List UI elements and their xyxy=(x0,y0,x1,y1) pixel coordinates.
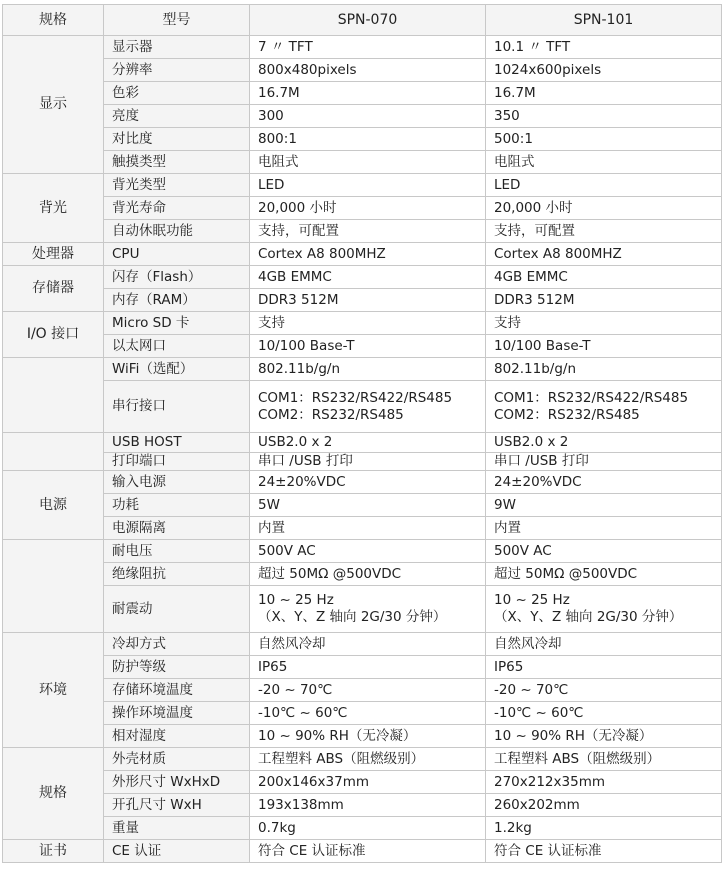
table-row xyxy=(3,266,722,289)
table-row xyxy=(3,586,722,633)
category-power: 电源 xyxy=(3,471,104,540)
value-spn-070: 193x138mm xyxy=(250,794,486,817)
param-label: 亮度 xyxy=(104,105,250,128)
category-spec: 规格 xyxy=(3,748,104,840)
value-spn-070 xyxy=(250,381,486,433)
header-row xyxy=(3,5,722,36)
param-label: CE 认证 xyxy=(104,840,250,863)
param-label: 外形尺寸 WxHxD xyxy=(104,771,250,794)
value-spn-101: 500V AC xyxy=(486,540,722,563)
value-spn-101: 1024x600pixels xyxy=(486,59,722,82)
value-spn-070: 0.7kg xyxy=(250,817,486,840)
value-spn-101: -20 ~ 70℃ xyxy=(486,679,722,702)
value-spn-101: 10 ~ 90% RH（无冷凝） xyxy=(486,725,722,748)
table-row xyxy=(3,494,722,517)
value-spn-070: 16.7M xyxy=(250,82,486,105)
param-label: 外壳材质 xyxy=(104,748,250,771)
param-label: 绝缘阻抗 xyxy=(104,563,250,586)
value-spn-101: Cortex A8 800MHZ xyxy=(486,243,722,266)
value-spn-101: USB2.0 x 2 xyxy=(486,433,722,453)
param-label: WiFi（选配） xyxy=(104,358,250,381)
value-spn-070: 超过 50MΩ @500VDC xyxy=(250,563,486,586)
value-spn-070: LED xyxy=(250,174,486,197)
value-line: 10 ~ 25 Hz xyxy=(494,592,570,608)
value-spn-101: 24±20%VDC xyxy=(486,471,722,494)
param-label: 串行接口 xyxy=(104,381,250,433)
param-label: 操作环境温度 xyxy=(104,702,250,725)
value-spn-070: 800:1 xyxy=(250,128,486,151)
value-spn-101: 20,000 小时 xyxy=(486,197,722,220)
value-spn-101: 10.1 〃 TFT xyxy=(486,36,722,59)
param-label: 功耗 xyxy=(104,494,250,517)
value-spn-070: 4GB EMMC xyxy=(250,266,486,289)
value-spn-101: 350 xyxy=(486,105,722,128)
value-spn-101: 1.2kg xyxy=(486,817,722,840)
table-row xyxy=(3,471,722,494)
param-label: 开孔尺寸 WxH xyxy=(104,794,250,817)
category-processor: 处理器 xyxy=(3,243,104,266)
value-spn-101: 16.7M xyxy=(486,82,722,105)
param-label: USB HOST xyxy=(104,433,250,453)
param-label: 色彩 xyxy=(104,82,250,105)
table-row xyxy=(3,128,722,151)
param-label: 分辨率 xyxy=(104,59,250,82)
table-row xyxy=(3,453,722,471)
param-label: CPU xyxy=(104,243,250,266)
table-row xyxy=(3,840,722,863)
table-row xyxy=(3,358,722,381)
value-spn-101: 9W xyxy=(486,494,722,517)
value-spn-070: Cortex A8 800MHZ xyxy=(250,243,486,266)
param-label: 耐电压 xyxy=(104,540,250,563)
param-label: 冷却方式 xyxy=(104,633,250,656)
table-row xyxy=(3,725,722,748)
table-row xyxy=(3,220,722,243)
table-row xyxy=(3,794,722,817)
category-blank xyxy=(3,540,104,633)
param-label: 以太网口 xyxy=(104,335,250,358)
category-environment: 环境 xyxy=(3,633,104,748)
value-spn-101 xyxy=(486,586,722,633)
table-row xyxy=(3,656,722,679)
category-certificate: 证书 xyxy=(3,840,104,863)
value-spn-070: 内置 xyxy=(250,517,486,540)
table-row xyxy=(3,289,722,312)
param-label: 自动休眠功能 xyxy=(104,220,250,243)
value-spn-101: 802.11b/g/n xyxy=(486,358,722,381)
param-label: 触摸类型 xyxy=(104,151,250,174)
value-spn-070: 串口 /USB 打印 xyxy=(250,453,486,471)
value-line: （X、Y、Z 轴向 2G/30 分钟） xyxy=(494,609,683,625)
value-spn-101: 自然风冷却 xyxy=(486,633,722,656)
value-spn-101: -10℃ ~ 60℃ xyxy=(486,702,722,725)
param-label: 防护等级 xyxy=(104,656,250,679)
table-row xyxy=(3,771,722,794)
header-spn-101: SPN-101 xyxy=(486,5,722,36)
value-spn-070: -10℃ ~ 60℃ xyxy=(250,702,486,725)
header-spn-070: SPN-070 xyxy=(250,5,486,36)
value-spn-070: 10 ~ 90% RH（无冷凝） xyxy=(250,725,486,748)
value-line: 10 ~ 25 Hz xyxy=(258,592,334,608)
table-row xyxy=(3,748,722,771)
param-label: 闪存（Flash） xyxy=(104,266,250,289)
param-label: 重量 xyxy=(104,817,250,840)
value-spn-101: 10/100 Base-T xyxy=(486,335,722,358)
table-row xyxy=(3,335,722,358)
value-spn-101: 260x202mm xyxy=(486,794,722,817)
category-display: 显示 xyxy=(3,36,104,174)
param-label: 对比度 xyxy=(104,128,250,151)
value-spn-070: -20 ~ 70℃ xyxy=(250,679,486,702)
value-spn-070 xyxy=(250,586,486,633)
value-spn-101: DDR3 512M xyxy=(486,289,722,312)
value-spn-070: 500V AC xyxy=(250,540,486,563)
value-spn-070: 5W xyxy=(250,494,486,517)
value-spn-070: 20,000 小时 xyxy=(250,197,486,220)
param-label: 电源隔离 xyxy=(104,517,250,540)
value-spn-070: 7 〃 TFT xyxy=(250,36,486,59)
value-spn-101: 支持 xyxy=(486,312,722,335)
table-row xyxy=(3,105,722,128)
value-line: COM2：RS232/RS485 xyxy=(258,406,404,423)
category-storage: 存储器 xyxy=(3,266,104,312)
value-spn-101: LED xyxy=(486,174,722,197)
param-label: 显示器 xyxy=(104,36,250,59)
value-spn-101: 支持，可配置 xyxy=(486,220,722,243)
table-row xyxy=(3,243,722,266)
value-spn-101: IP65 xyxy=(486,656,722,679)
value-spn-070: 支持，可配置 xyxy=(250,220,486,243)
param-label: 存储环境温度 xyxy=(104,679,250,702)
value-spn-070: 自然风冷却 xyxy=(250,633,486,656)
param-label: 打印端口 xyxy=(104,453,250,471)
value-spn-101 xyxy=(486,381,722,433)
header-model: 型号 xyxy=(104,5,250,36)
table-row xyxy=(3,82,722,105)
param-label: Micro SD 卡 xyxy=(104,312,250,335)
table-row xyxy=(3,633,722,656)
value-spn-070: 电阻式 xyxy=(250,151,486,174)
value-spn-101: 内置 xyxy=(486,517,722,540)
value-line: COM1：RS232/RS422/RS485 xyxy=(258,389,453,406)
table-row xyxy=(3,563,722,586)
value-spn-070: 200x146x37mm xyxy=(250,771,486,794)
value-spn-070: DDR3 512M xyxy=(250,289,486,312)
param-label: 内存（RAM） xyxy=(104,289,250,312)
value-spn-101: 电阻式 xyxy=(486,151,722,174)
value-spn-070: 800x480pixels xyxy=(250,59,486,82)
value-spn-070: 10/100 Base-T xyxy=(250,335,486,358)
value-spn-070: 802.11b/g/n xyxy=(250,358,486,381)
table-row xyxy=(3,433,722,453)
category-backlight: 背光 xyxy=(3,174,104,243)
param-label: 耐震动 xyxy=(104,586,250,633)
param-label: 相对湿度 xyxy=(104,725,250,748)
value-spn-101: 符合 CE 认证标准 xyxy=(486,840,722,863)
table-row xyxy=(3,197,722,220)
value-spn-070: 工程塑料 ABS（阻燃级别） xyxy=(250,748,486,771)
header-category: 规格 xyxy=(3,5,104,36)
value-spn-101: 4GB EMMC xyxy=(486,266,722,289)
value-spn-070: 300 xyxy=(250,105,486,128)
value-spn-101: 超过 50MΩ @500VDC xyxy=(486,563,722,586)
table-row xyxy=(3,381,722,433)
value-line: COM2：RS232/RS485 xyxy=(494,406,640,423)
table-row xyxy=(3,151,722,174)
table-row xyxy=(3,312,722,335)
category-blank xyxy=(3,433,104,471)
param-label: 背光寿命 xyxy=(104,197,250,220)
category-io: I/O 接口 xyxy=(3,312,104,358)
value-spn-101: 工程塑料 ABS（阻燃级别） xyxy=(486,748,722,771)
value-line: COM1：RS232/RS422/RS485 xyxy=(494,389,689,406)
table-row xyxy=(3,517,722,540)
param-label: 背光类型 xyxy=(104,174,250,197)
value-spn-070: USB2.0 x 2 xyxy=(250,433,486,453)
value-spn-101: 串口 /USB 打印 xyxy=(486,453,722,471)
value-spn-070: 符合 CE 认证标准 xyxy=(250,840,486,863)
table-row xyxy=(3,36,722,59)
value-spn-070: IP65 xyxy=(250,656,486,679)
param-label: 输入电源 xyxy=(104,471,250,494)
table-row xyxy=(3,702,722,725)
value-spn-070: 支持 xyxy=(250,312,486,335)
value-spn-101: 270x212x35mm xyxy=(486,771,722,794)
spec-table xyxy=(2,4,722,863)
value-spn-070: 24±20%VDC xyxy=(250,471,486,494)
table-row xyxy=(3,817,722,840)
table-row xyxy=(3,540,722,563)
table-row xyxy=(3,679,722,702)
table-row xyxy=(3,174,722,197)
category-blank xyxy=(3,358,104,433)
value-spn-101: 500:1 xyxy=(486,128,722,151)
table-row xyxy=(3,59,722,82)
value-line: （X、Y、Z 轴向 2G/30 分钟） xyxy=(258,609,447,625)
